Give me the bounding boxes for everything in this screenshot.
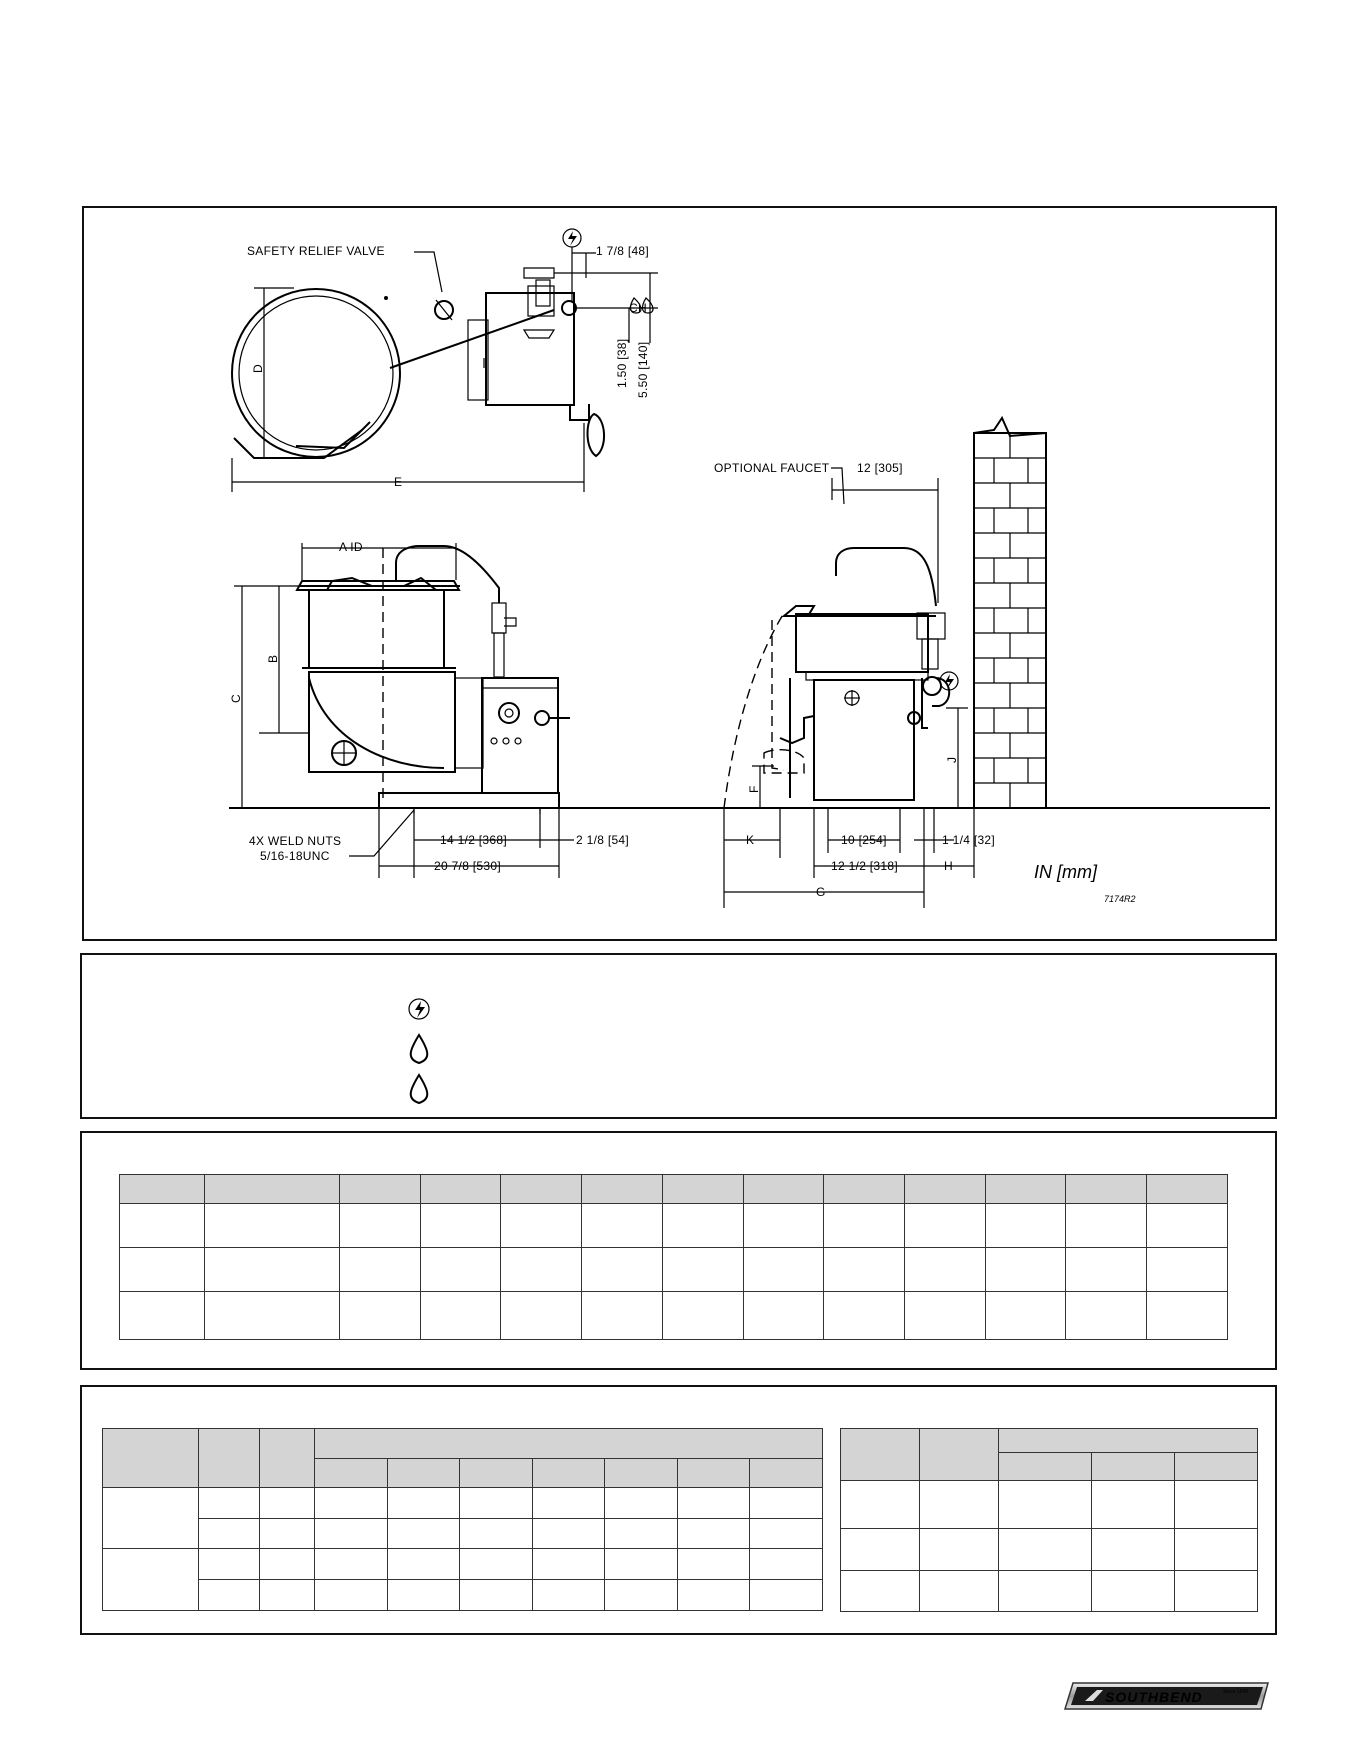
southbend-logo — [1063, 1681, 1273, 1711]
table-row — [103, 1519, 823, 1549]
label-g: G — [816, 885, 826, 899]
label-2-1-8: 2 1/8 [54] — [576, 833, 630, 847]
water-drop-icon — [411, 1035, 428, 1063]
label-drawing-number: 7174R2 — [1104, 894, 1136, 904]
label-1-7-8: 1 7/8 [48] — [596, 244, 650, 258]
water-drop-icon — [411, 1075, 428, 1103]
electrical-tables-panel — [80, 1385, 1277, 1635]
table-row — [841, 1571, 1258, 1612]
label-safety-relief-valve: SAFETY RELIEF VALVE — [247, 244, 385, 258]
label-b: B — [266, 654, 280, 663]
utility-connections-panel — [80, 953, 1277, 1119]
label-1-50: 1.50 [38] — [615, 338, 629, 388]
kettle-technical-drawing — [84, 208, 1275, 939]
table-row — [120, 1248, 1228, 1292]
amperage-table — [840, 1428, 1258, 1612]
drawing-panel — [82, 206, 1277, 941]
label-j: J — [945, 756, 959, 763]
table-row — [103, 1488, 823, 1519]
label-k: K — [746, 833, 755, 847]
front-view — [229, 540, 1270, 878]
table-row — [120, 1204, 1228, 1248]
label-12-1-2: 12 1/2 [318] — [831, 859, 898, 873]
table-row — [103, 1580, 823, 1611]
label-optional-faucet: OPTIONAL FAUCET — [714, 461, 830, 475]
label-5-50: 5.50 [140] — [636, 341, 650, 398]
table-row — [841, 1529, 1258, 1571]
southbend-logo-badge — [1063, 1681, 1273, 1711]
top-view — [232, 229, 658, 492]
label-1-1-4: 1 1/4 [32] — [942, 833, 996, 847]
label-water-marks: CH — [629, 301, 647, 315]
electrical-table — [102, 1428, 823, 1611]
label-c: C — [229, 694, 243, 703]
table-header-row — [103, 1429, 823, 1459]
label-d: D — [251, 364, 265, 373]
utility-icons — [82, 955, 1275, 1117]
table-row — [103, 1549, 823, 1580]
label-f: F — [747, 785, 761, 793]
table-row — [120, 1292, 1228, 1340]
electrical-icon — [409, 999, 429, 1019]
logo-since: Since 1898 — [1223, 1689, 1249, 1695]
table-row — [841, 1481, 1258, 1529]
side-view — [714, 418, 1136, 908]
label-14-1-2: 14 1/2 [368] — [440, 833, 507, 847]
label-weld-nuts-1: 4X WELD NUTS — [249, 834, 342, 848]
label-a-id: A ID — [339, 540, 363, 554]
logo-wordmark: SOUTHBEND — [1105, 1689, 1203, 1705]
table-header-row — [841, 1429, 1258, 1453]
label-20-7-8: 20 7/8 [530] — [434, 859, 501, 873]
label-units: IN [mm] — [1034, 862, 1097, 882]
dimensions-table — [119, 1174, 1228, 1340]
label-12: 12 [305] — [857, 461, 903, 475]
label-e: E — [394, 475, 403, 489]
label-10: 10 [254] — [841, 833, 887, 847]
table-header-row — [120, 1175, 1228, 1204]
dimensions-table-panel — [80, 1131, 1277, 1370]
label-h: H — [944, 859, 953, 873]
label-weld-nuts-2: 5/16-18UNC — [260, 849, 330, 863]
